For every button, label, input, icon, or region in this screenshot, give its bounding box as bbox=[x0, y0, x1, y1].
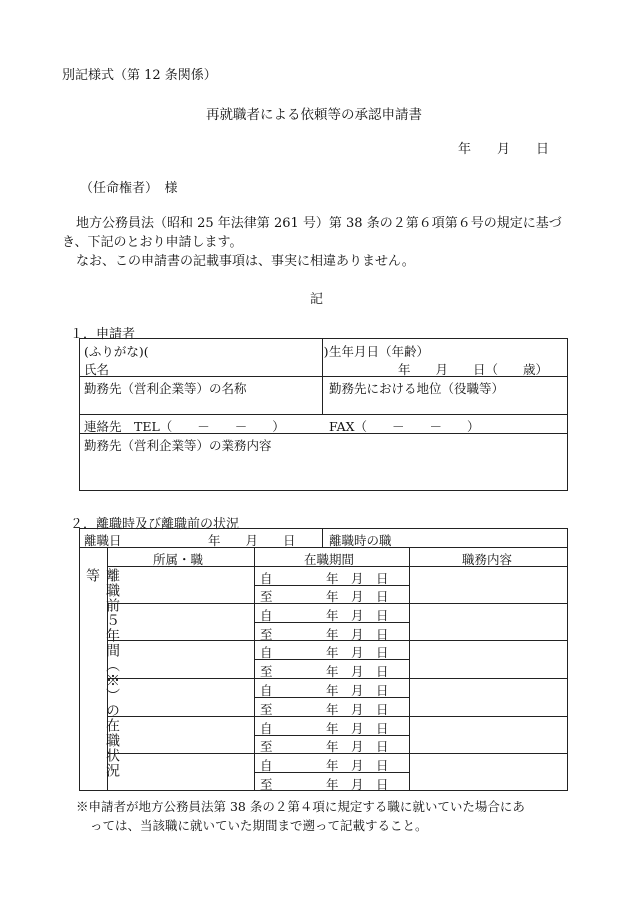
footnote-line-1: ※申請者が地方公務員法第 38 条の２第４項に規定する職に就いていた場合にあ bbox=[76, 799, 525, 814]
period-from-label: 自 bbox=[260, 571, 273, 586]
period-from-label: 自 bbox=[260, 608, 273, 623]
period-from-date[interactable]: 年 月 日 bbox=[326, 683, 389, 698]
business-content-field[interactable]: 勤務先（営利企業等）の業務内容 bbox=[84, 438, 272, 453]
col-header-period: 在職期間 bbox=[304, 552, 355, 567]
birth-date-field[interactable]: 年 月 日（ 歳） bbox=[398, 362, 549, 377]
period-from-label: 自 bbox=[260, 683, 273, 698]
footnote-line-2: っては、当該職に就いていた期間まで遡って記載すること。 bbox=[90, 818, 428, 833]
ki-marker: 記 bbox=[310, 292, 324, 307]
period-to-label: 至 bbox=[260, 627, 273, 642]
birth-date-label: 生年月日（年齢） bbox=[329, 344, 430, 359]
employer-position-field[interactable]: 勤務先における地位（役職等） bbox=[329, 381, 505, 396]
retire-date-label: 離職日 bbox=[84, 533, 122, 548]
name-field[interactable]: 氏名 bbox=[84, 362, 110, 377]
period-to-date[interactable]: 年 月 日 bbox=[326, 739, 389, 754]
period-from-label: 自 bbox=[260, 721, 273, 736]
addressee: （任命権者） 様 bbox=[80, 181, 178, 196]
period-from-date[interactable]: 年 月 日 bbox=[326, 721, 389, 736]
period-to-label: 至 bbox=[260, 589, 273, 604]
col-header-post: 所属・職 bbox=[153, 552, 204, 567]
period-to-label: 至 bbox=[260, 777, 273, 792]
employer-name-field[interactable]: 勤務先（営利企業等）の名称 bbox=[84, 381, 247, 396]
period-to-date[interactable]: 年 月 日 bbox=[326, 627, 389, 642]
period-to-label: 至 bbox=[260, 664, 273, 679]
period-to-label: 至 bbox=[260, 739, 273, 754]
period-from-date[interactable]: 年 月 日 bbox=[326, 645, 389, 660]
form-reference: 別記様式（第 12 条関係） bbox=[62, 68, 217, 83]
period-to-date[interactable]: 年 月 日 bbox=[326, 702, 389, 717]
document-title: 再就職者による依頼等の承認申請書 bbox=[206, 107, 422, 123]
period-to-date[interactable]: 年 月 日 bbox=[326, 777, 389, 792]
date-line: 年 月 日 bbox=[458, 142, 550, 157]
tel-field[interactable]: 連絡先 TEL（ － － ） bbox=[84, 419, 285, 434]
period-from-date[interactable]: 年 月 日 bbox=[326, 571, 389, 586]
retire-post-label: 離職時の職 bbox=[329, 533, 392, 548]
section-2-heading: ２．離職時及び離職前の状況 bbox=[70, 517, 240, 532]
period-from-date[interactable]: 年 月 日 bbox=[326, 758, 389, 773]
retire-date-field[interactable]: 年 月 日 bbox=[208, 533, 296, 548]
furigana-field[interactable]: (ふりがな)( ) bbox=[84, 344, 329, 359]
period-from-label: 自 bbox=[260, 758, 273, 773]
period-from-label: 自 bbox=[260, 645, 273, 660]
period-to-date[interactable]: 年 月 日 bbox=[326, 589, 389, 604]
paragraph-2: なお、この申請書の記載事項は、事実に相違ありません。 bbox=[76, 254, 415, 269]
side-label: 離職前５年間（※）の在職状況等 bbox=[84, 568, 120, 778]
fax-field[interactable]: FAX（ － － ） bbox=[329, 419, 480, 434]
period-to-date[interactable]: 年 月 日 bbox=[326, 664, 389, 679]
paragraph-1-line-1: 地方公務員法（昭和 25 年法律第 261 号）第 38 条の２第６項第６号の規定に基づ bbox=[76, 216, 562, 231]
period-from-date[interactable]: 年 月 日 bbox=[326, 608, 389, 623]
period-to-label: 至 bbox=[260, 702, 273, 717]
section-1-heading: １．申請者 bbox=[70, 327, 136, 342]
col-header-duties: 職務内容 bbox=[462, 552, 513, 567]
paragraph-1-line-2: き、下記のとおり申請します。 bbox=[62, 235, 243, 250]
